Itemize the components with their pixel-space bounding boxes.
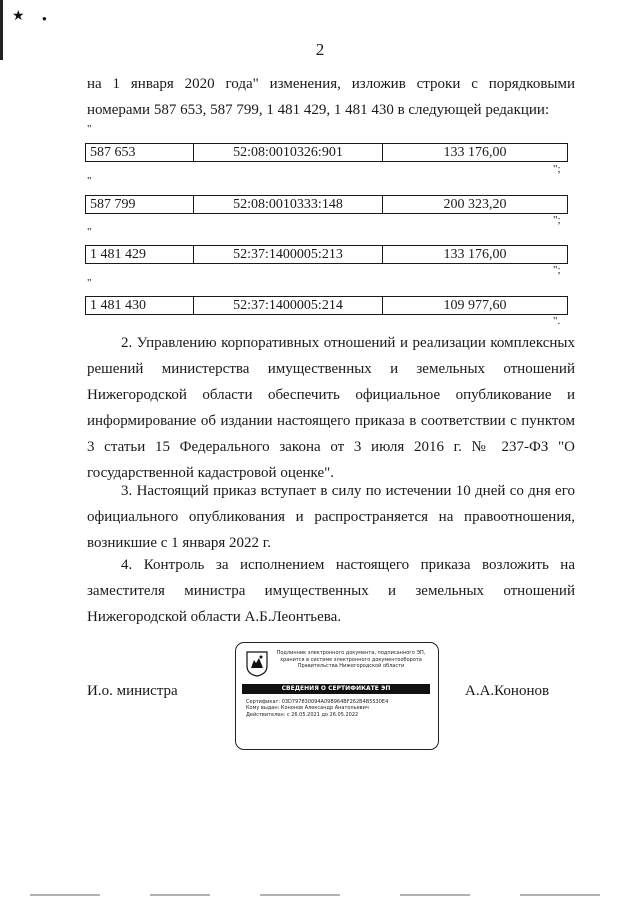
cadastral-value: 133 176,00 <box>443 145 507 160</box>
stamp-details <box>246 699 432 718</box>
cadastral-number: 52:37:1400005:213 <box>194 246 383 263</box>
table-row <box>85 245 568 264</box>
table-row <box>85 296 568 315</box>
stamp-info-line: Правительства Нижегородской области <box>297 663 405 669</box>
signatory-position: И.о. министра <box>87 683 178 699</box>
cadastral-number: 52:08:0010333:148 <box>194 196 383 213</box>
star-icon: ★ <box>12 9 25 24</box>
row-number: 1 481 429 <box>86 246 194 263</box>
cadastral-value: 133 176,00 <box>443 247 507 262</box>
scan-bottom-edge <box>0 893 640 897</box>
page-number: 2 <box>315 40 325 59</box>
cadastral-value: 200 323,20 <box>443 197 507 212</box>
signatory-name: А.А.Кононов <box>465 683 550 699</box>
quote-close: "; <box>553 264 561 276</box>
quote-close: "; <box>553 214 561 226</box>
certificate-validity: Действителен: с 26.05.2021 до 26.05.2022 <box>246 711 359 718</box>
quote-open: " <box>87 277 92 289</box>
certificate-id: Сертификат: 03D797830094A09B964BF262B4B5530E4 <box>246 699 389 705</box>
quote-close: "; <box>553 163 561 175</box>
stamp-info-line: Подлинник электронного документа, подписанного ЭП, <box>276 650 426 656</box>
dot-icon: ● <box>42 14 47 23</box>
paragraph-2: 2. Управлению корпоративных отношений и реализации комплексных решений министерства имущественных и земельных отношений Нижегородской области обеспечить официальное опубликование и информирование об издании настоящего приказа в соответствии с пунктом 3 статьи 15 Федерального закона от 3 июля 2016 г. № 237-ФЗ "О государственной кадастровой оценке". <box>87 335 575 481</box>
row-number: 1 481 430 <box>86 297 194 314</box>
row-number: 587 653 <box>86 144 194 161</box>
intro-paragraph: на 1 января 2020 года" изменения, изложив строки с порядковыми номерами 587 653, 587 799, 1 481 429, 1 481 430 в следующей редакции: <box>87 76 575 118</box>
quote-open: " <box>87 123 92 135</box>
cadastral-number: 52:37:1400005:214 <box>194 297 383 314</box>
stamp-info-line: хранится в системе электронного документооборота <box>280 656 422 663</box>
paragraph-4: 4. Контроль за исполнением настоящего приказа возложить на заместителя министра имущественных и земельных отношений Нижегородской области А.Б.Леонтьева. <box>87 557 575 625</box>
stamp-info <box>270 650 432 670</box>
coat-of-arms-icon <box>246 651 268 677</box>
quote-close: ". <box>553 315 561 327</box>
row-number: 587 799 <box>86 196 194 213</box>
cadastral-value: 109 977,60 <box>443 298 507 313</box>
quote-open: " <box>87 226 92 238</box>
electronic-signature-stamp <box>235 642 439 750</box>
certificate-owner: Кому выдан: Кононов Александр Анатольевич <box>246 705 369 712</box>
table-row <box>85 195 568 214</box>
table-row <box>85 143 568 162</box>
paragraph-3: 3. Настоящий приказ вступает в силу по истечении 10 дней со дня его официального опубликования и распространяется на правоотношения, возникшие с 1 января 2022 г. <box>87 483 575 551</box>
quote-open: " <box>87 175 92 187</box>
stamp-banner: СВЕДЕНИЯ О СЕРТИФИКАТЕ ЭП <box>242 684 430 694</box>
cadastral-number: 52:08:0010326:901 <box>194 144 383 161</box>
